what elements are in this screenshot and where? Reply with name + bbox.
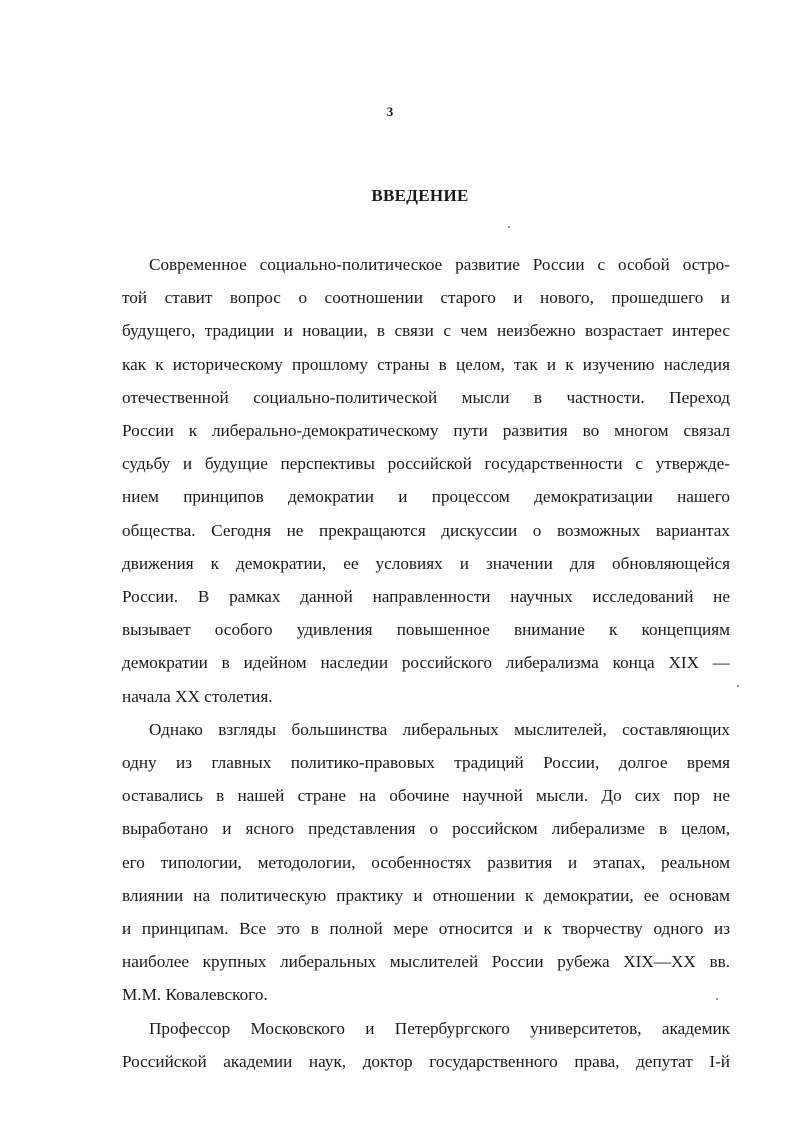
text-line: его типологии, методологии, особенностях развития и этапах, реальном: [122, 852, 730, 872]
text-line: оставались в нашей стране на обочине научной мысли. До сих пор не: [122, 786, 730, 806]
text-line: нием принципов демократии и процессом демократизации нашего: [122, 487, 730, 507]
text-line: одну из главных политико-правовых традиций России, долгое время: [122, 753, 730, 773]
text-line: России. В рамках данной направленности научных исследований не: [122, 587, 730, 607]
paragraph-2: [122, 713, 730, 1012]
page-number: 3: [386, 104, 394, 119]
text-line: отечественной социально-политической мысли в частности. Переход: [122, 387, 730, 407]
page-title: ВВЕДЕНИЕ: [371, 186, 469, 205]
text-line: выработано и ясного представления о российском либерализме в целом,: [122, 819, 730, 839]
scan-speck: [737, 685, 739, 687]
text-line: Российской академии наук, доктор государственного права, депутат I-й: [122, 1051, 730, 1071]
text-line: России к либерально-демократическому пути развития во многом связал: [122, 421, 730, 441]
text-line: демократии в идейном наследии российского либерализма конца XIX —: [122, 653, 730, 673]
text-line: вызывает особого удивления повышенное внимание к концепциям: [122, 620, 730, 640]
text-line: влиянии на политическую практику и отношении к демократии, ее основам: [122, 885, 730, 905]
scan-speck: [716, 998, 718, 1000]
text-line: общества. Сегодня не прекращаются дискуссии о возможных вариантах: [122, 520, 730, 540]
text-line: и принципам. Все это в полной мере относится и к творчеству одного из: [122, 919, 730, 939]
text-line: М.М. Ковалевского.: [122, 985, 268, 1005]
text-line: той ставит вопрос о соотношении старого и нового, прошедшего и: [122, 288, 730, 308]
text-line: наиболее крупных либеральных мыслителей России рубежа XIX—XX вв.: [122, 952, 730, 972]
body-text: [122, 248, 730, 1078]
text-line: начала XX столетия.: [122, 686, 273, 706]
text-line: Однако взгляды большинства либеральных мыслителей, составляющих: [149, 719, 730, 739]
scan-speck: [508, 226, 510, 228]
paragraph-3: [122, 1012, 730, 1078]
text-line: Профессор Московского и Петербургского университетов, академик: [149, 1018, 730, 1038]
text-line: Современное социально-политическое развитие России с особой остро-: [149, 255, 730, 274]
text-line: будущего, традиции и новации, в связи с чем неизбежно возрастает интерес: [122, 321, 730, 341]
paragraph-1: [122, 248, 730, 713]
text-line: как к историческому прошлому страны в целом, так и к изучению наследия: [122, 354, 730, 374]
text-line: движения к демократии, ее условиях и значении для обновляющейся: [122, 553, 730, 573]
text-line: судьбу и будущие перспективы российской государственности с утвержде-: [122, 454, 730, 474]
